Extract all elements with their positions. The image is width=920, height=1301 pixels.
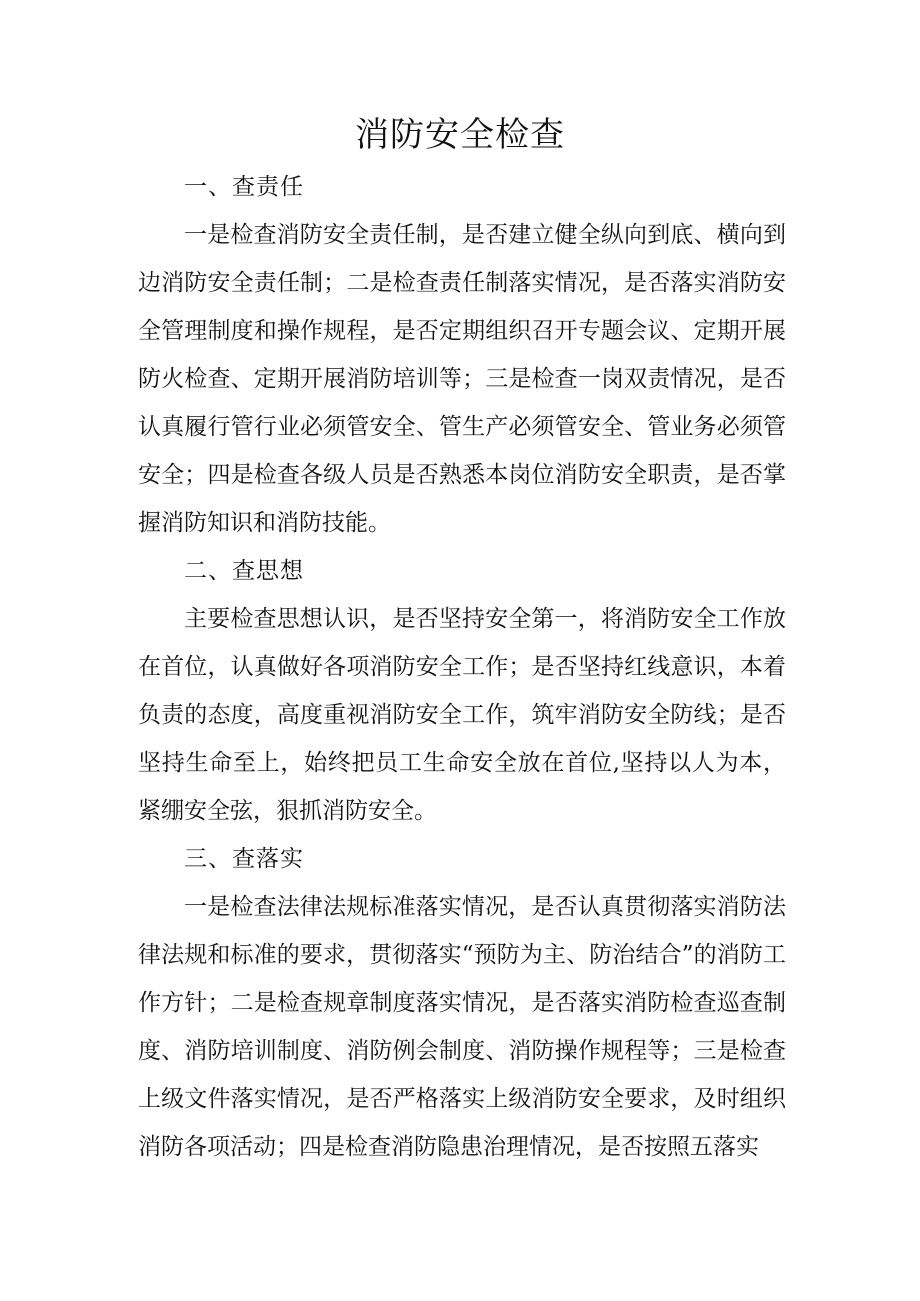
section-heading-2: 二、查思想 [184,558,304,584]
document-body [138,163,786,1171]
section-paragraph-1: 一是检查消防安全责任制，是否建立健全纵向到底、横向到边消防安全责任制；二是检查责任制落实情况，是否落实消防安全管理制度和操作规程，是否定期组织召开专题会议、定期开展防火检查、定期开展消防培训等；三是检查一岗双责情况，是否认真履行管行业必须管安全、管生产必须管安全、管业务必须管安全；四是检查各级人员是否熟悉本岗位消防安全职责，是否掌握消防知识和消防技能。 [138,222,786,536]
document-title: 消防安全检查 [355,115,565,155]
section-heading-1: 一、查责任 [184,174,304,200]
section-heading-3: 三、查落实 [184,846,304,872]
section-paragraph-2: 主要检查思想认识，是否坚持安全第一，将消防安全工作放在首位，认真做好各项消防安全工作；是否坚持红线意识，本着负责的态度，高度重视消防安全工作，筑牢消防安全防线；是否坚持生命至上，始终把员工生命安全放在首位,坚持以人为本，紧绷安全弦，狠抓消防安全。 [138,606,786,824]
section-paragraph-3: 一是检查法律法规标准落实情况，是否认真贯彻落实消防法律法规和标准的要求，贯彻落实“预防为主、防治结合”的消防工作方针；二是检查规章制度落实情况，是否落实消防检查巡查制度、消防培训制度、消防例会制度、消防操作规程等；三是检查上级文件落实情况，是否严格落实上级消防安全要求，及时组织消防各项活动；四是检查消防隐患治理情况，是否按照五落实 [138,894,786,1160]
